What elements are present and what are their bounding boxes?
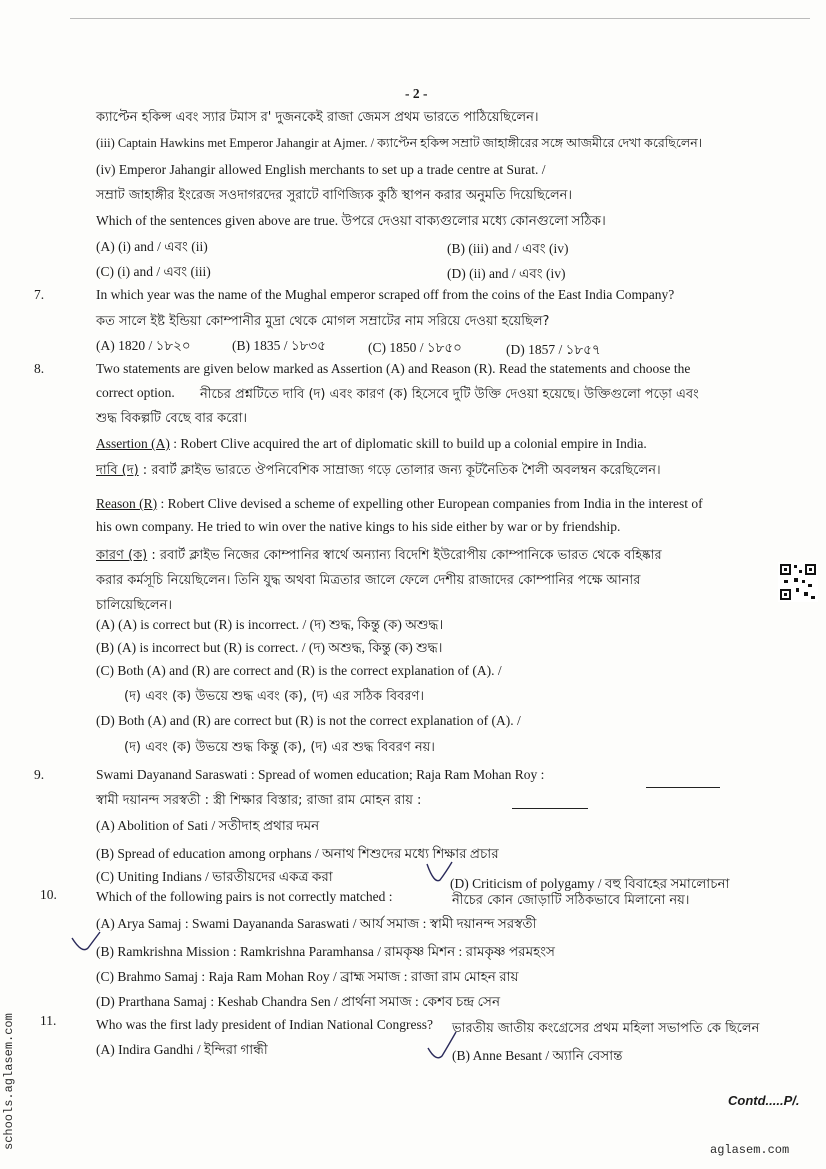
- q11-option-a: (A) Indira Gandhi / ইন্দিরা গান্ধী: [96, 1042, 268, 1057]
- q8-instruction-l1: Two statements are given below marked as Assertion (A) and Reason (R). Read the statements and choose the: [96, 361, 691, 376]
- q11-question-bn: ভারতীয় জাতীয় কংগ্রেসের প্রথম মহিলা সভাপতি কে ছিলেন: [452, 1021, 760, 1036]
- q8-karan-l3: চালিয়েছিলেন।: [96, 598, 172, 613]
- reason-text: : Robert Clive devised a scheme of expelling other European companies from India in the interest of: [157, 496, 703, 511]
- q8-assertion: [96, 436, 647, 452]
- q10-option-d: (D) Prarthana Samaj : Keshab Chandra Sen / প্রার্থনা সমাজ : কেশব চন্দ্র সেন: [96, 994, 501, 1009]
- q7-question-en: In which year was the name of the Mughal emperor scraped off from the coins of the East India Company?: [96, 287, 675, 302]
- qr-code-icon: [778, 562, 818, 602]
- q6-option-b: (B) (iii) and / এবং (iv): [447, 241, 569, 256]
- q8-option-c-bn: (দ) এবং (ক) উভয়ে শুদ্ধ এবং (ক), (দ) এর সঠিক বিবরণ।: [124, 689, 424, 704]
- q6-option-d: (D) (ii) and / এবং (iv): [447, 266, 566, 281]
- karan-text: : রবার্ট ক্লাইভ নিজের কোম্পানির স্বার্থে অন্যান্য বিদেশি ইউরোপীয় কোম্পানিকে ভারত থেকে বহিষ্কার: [147, 548, 662, 563]
- q8-option-b: (B) (A) is incorrect but (R) is correct. / (দ) অশুদ্ধ, কিন্তু (ক) শুদ্ধ।: [96, 640, 443, 655]
- q8-instruction-l3: শুদ্ধ বিকল্পটি বেছে বার করো।: [96, 411, 248, 426]
- q9-blank-en: [646, 787, 720, 788]
- q9-number: 9.: [34, 767, 45, 782]
- q7-number: 7.: [34, 287, 45, 302]
- q6-prompt: Which of the sentences given above are true. উপরে দেওয়া বাক্যগুলোর মধ্যে কোনগুলো সঠিক।: [96, 213, 606, 228]
- q6-option-c: (C) (i) and / এবং (iii): [96, 264, 211, 279]
- q7-option-b: (B) 1835 / ১৮৩৫: [232, 338, 326, 353]
- tick-mark-q9-icon: [424, 858, 454, 888]
- assertion-text: : Robert Clive acquired the art of diplomatic skill to build up a colonial empire in India.: [169, 436, 647, 451]
- q10-option-c: (C) Brahmo Samaj : Raja Ram Mohan Roy / ব্রাহ্ম সমাজ : রাজা রাম মোহন রায়: [96, 969, 519, 984]
- page-number: - 2 -: [405, 86, 428, 101]
- reason-label: Reason (R): [96, 496, 158, 511]
- dabi-text: : রবার্ট ক্লাইভ ভারতে ঔপনিবেশিক সাম্রাজ্য গড়ে তোলার জন্য কূটনৈতিক শৈলী অবলম্বন করেছিলেন।: [138, 463, 661, 478]
- q10-question-bn: নীচের কোন জোড়াটি সঠিকভাবে মিলানো নয়।: [452, 893, 690, 908]
- q8-number: 8.: [34, 361, 45, 376]
- q11-number: 11.: [40, 1013, 57, 1028]
- assertion-label: Assertion (A): [96, 436, 170, 451]
- q7-option-c: (C) 1850 / ১৮৫০: [368, 340, 462, 355]
- q10-question-en: Which of the following pairs is not correctly matched :: [96, 889, 393, 904]
- q11-option-b: (B) Anne Besant / অ্যানি বেসান্ত: [452, 1048, 623, 1063]
- q6-statement-iii: (iii) Captain Hawkins met Emperor Jahangir at Ajmer. / ক্যাপ্টেন হকিন্স সম্রাট জাহাঙ্গীরের সঙ্গে আজমীরে দেখা করেছিলেন।: [96, 136, 703, 150]
- q6-statement-iv-en: (iv) Emperor Jahangir allowed English merchants to set up a trade centre at Surat. /: [96, 162, 546, 177]
- q8-option-a: (A) (A) is correct but (R) is incorrect. / (দ) শুদ্ধ, কিন্তু (ক) অশুদ্ধ।: [96, 617, 444, 632]
- q11-question-en: Who was the first lady president of Indian National Congress?: [96, 1017, 434, 1032]
- dabi-label: দাবি (দ): [96, 463, 139, 478]
- q7-option-a: (A) 1820 / ১৮২০: [96, 338, 191, 353]
- q10-option-b: (B) Ramkrishna Mission : Ramkrishna Paramhansa / রামকৃষ্ণ মিশন : রামকৃষ্ণ পরমহংস: [96, 944, 555, 959]
- q9-option-a: (A) Abolition of Sati / সতীদাহ প্রথার দমন: [96, 818, 320, 833]
- karan-label: কারণ (ক): [96, 548, 148, 563]
- q8-dabi: [96, 461, 661, 482]
- q9-blank-bn: [512, 808, 588, 809]
- top-scan-edge: [70, 18, 810, 19]
- q8-instruction-l2-en: correct option.: [96, 385, 175, 400]
- tick-mark-q10-icon: [70, 928, 102, 956]
- q9-option-b: (B) Spread of education among orphans / অনাথ শিশুদের মধ্যে শিক্ষার প্রচার: [96, 846, 499, 861]
- q8-option-d-bn: (দ) এবং (ক) উভয়ে শুদ্ধ কিন্তু (ক), (দ) এর শুদ্ধ বিবরণ নয়।: [124, 740, 435, 755]
- watermark-side: schools.aglasem.com: [2, 1013, 16, 1150]
- contd-footer: Contd.....P/.: [728, 1093, 800, 1108]
- q10-option-a: (A) Arya Samaj : Swami Dayananda Saraswati / আর্য সমাজ : স্বামী দয়ানন্দ সরস্বতী: [96, 916, 537, 931]
- q6-statement-iv-bn: সম্রাট জাহাঙ্গীর ইংরেজ সওদাগরদের সুরাটে বাণিজ্যিক কুঠি স্থাপন করার অনুমতি দিয়েছিলেন।: [96, 188, 573, 203]
- q6-statement-bn-cont: ক্যাপ্টেন হকিন্স এবং স্যার টমাস র' দুজনকেই রাজা জেমস প্রথম ভারতে পাঠিয়েছিলেন।: [96, 110, 539, 125]
- q7-option-d: (D) 1857 / ১৮৫৭: [506, 342, 601, 357]
- q10-number: 10.: [40, 887, 57, 902]
- q8-option-c-en: (C) Both (A) and (R) are correct and (R) is the correct explanation of (A). /: [96, 663, 502, 678]
- q8-option-d-en: (D) Both (A) and (R) are correct but (R) is not the correct explanation of (A). /: [96, 713, 521, 728]
- q8-reason-l2: his own company. He tried to win over the native kings to his side either by war or by friendship.: [96, 519, 621, 534]
- watermark-bottom: aglasem.com: [710, 1143, 790, 1157]
- tick-mark-q11-icon: [426, 1030, 458, 1064]
- q8-karan-l2: করার কর্মসূচি নিয়েছিলেন। তিনি যুদ্ধ অথবা মিত্রতার জালে ফেলে দেশীয় রাজাদের কোম্পানির পক্ষে আনার: [96, 573, 641, 588]
- q9-question-en: Swami Dayanand Saraswati : Spread of women education; Raja Ram Mohan Roy :: [96, 767, 545, 782]
- q8-instruction-l2-bn: নীচের প্রশ্নটিতে দাবি (দ) এবং কারণ (ক) হিসেবে দুটি উক্তি দেওয়া হয়েছে। উক্তিগুলো পড়ো এবং: [200, 387, 699, 402]
- q9-option-d: (D) Criticism of polygamy / বহু বিবাহের সমালোচনা: [450, 876, 730, 891]
- q7-question-bn: কত সালে ইষ্ট ইন্ডিয়া কোম্পানীর মুদ্রা থেকে মোগল সম্রাটের নাম সরিয়ে দেওয়া হয়েছিল?: [96, 314, 550, 329]
- q9-option-c: (C) Uniting Indians / ভারতীয়দের একত্র করা: [96, 869, 333, 884]
- q8-reason: [96, 496, 703, 512]
- q9-question-bn: স্বামী দয়ানন্দ সরস্বতী : স্ত্রী শিক্ষার বিস্তার; রাজা রাম মোহন রায় :: [96, 793, 422, 808]
- q6-option-a: (A) (i) and / এবং (ii): [96, 239, 208, 254]
- q8-karan: [96, 546, 662, 567]
